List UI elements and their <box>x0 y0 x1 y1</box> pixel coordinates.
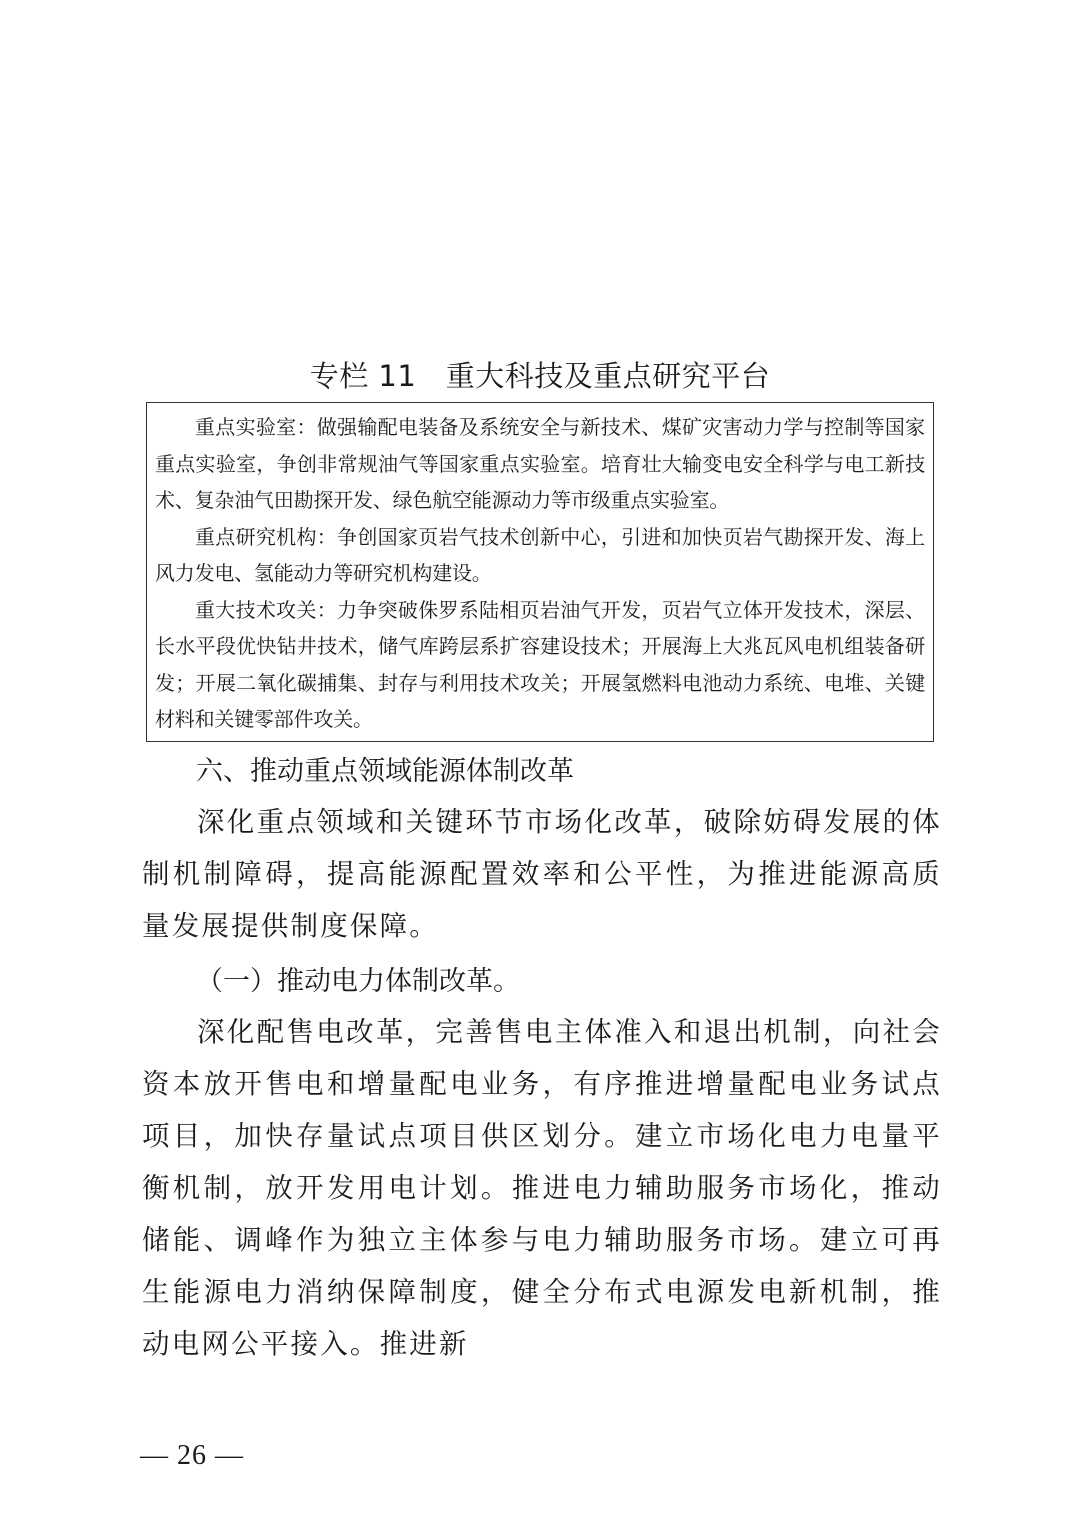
subsection-heading: （一）推动电力体制改革。 <box>196 966 520 997</box>
page-number: — 26 — <box>140 1440 244 1471</box>
box-paragraph-labs: 重点实验室：做强输配电装备及系统安全与新技术、煤矿灾害动力学与控制等国家重点实验室，争创非常规油气等国家重点实验室。培育壮大输变电安全科学与电工新技术、复杂油气田勘探开发、绿色航空能源动力等市级重点实验室。 <box>155 415 925 512</box>
section-intro-paragraph: 深化重点领域和关键环节市场化改革，破除妨碍发展的体制机制障碍，提高能源配置效率和公平性，为推进能源高质量发展提供制度保障。 <box>142 806 942 942</box>
box-paragraph-institutes: 重点研究机构：争创国家页岩气技术创新中心，引进和加快页岩气勘探开发、海上风力发电、氢能动力等研究机构建设。 <box>155 524 925 585</box>
subsection-body-paragraph: 深化配售电改革，完善售电主体准入和退出机制，向社会资本放开售电和增量配电业务，有序推进增量配电业务试点项目，加快存量试点项目供区划分。建立市场化电力电量平衡机制，放开发用电计划。推进电力辅助服务市场化，推动储能、调峰作为独立主体参与电力辅助服务市场。建立可再生能源电力消纳保障制度，健全分布式电源发电新机制，推动电网公平接入。推进新 <box>142 1016 942 1360</box>
box-title: 专栏 11 重大科技及重点研究平台 <box>309 359 771 393</box>
box-paragraph-tech: 重大技术攻关：力争突破侏罗系陆相页岩油气开发，页岩气立体开发技术，深层、长水平段优快钻井技术，储气库跨层系扩容建设技术；开展海上大兆瓦风电机组装备研发；开展二氧化碳捕集、封存与利用技术攻关；开展氢燃料电池动力系统、电堆、关键材料和关键零部件攻关。 <box>155 597 925 731</box>
feature-box <box>146 402 934 742</box>
section-heading: 六、推动重点领域能源体制改革 <box>196 756 574 787</box>
